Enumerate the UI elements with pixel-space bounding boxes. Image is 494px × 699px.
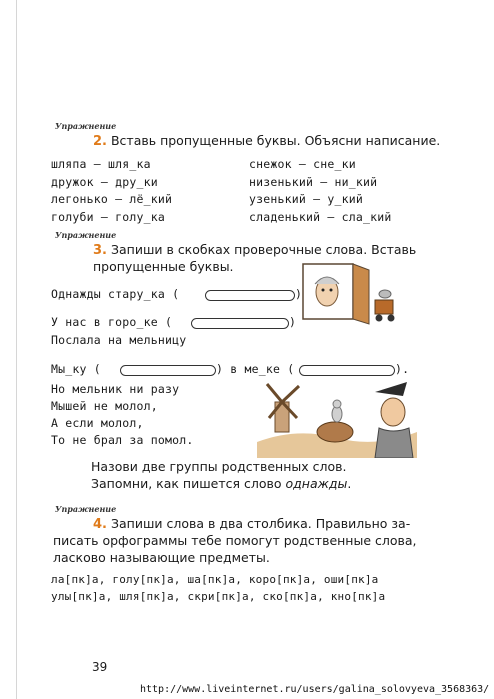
old-woman-window-illustration <box>301 262 401 350</box>
exercise-4-task <box>93 516 410 532</box>
poem-line: А если молол, <box>51 416 144 430</box>
line-melnitsu: Послала на мельницу <box>51 333 187 347</box>
exercise-4-text-3: ласково называющие предметы. <box>53 550 270 565</box>
exercise-3-number: 3. <box>93 243 107 258</box>
exercise-4-number: 4. <box>93 517 107 532</box>
exercise-4-text-2: писать орфограммы тебе помогут родственные слова, <box>53 533 417 548</box>
poem-line: Мышей не молол, <box>51 399 158 413</box>
close-paren: ) <box>295 287 303 301</box>
note-end: . <box>347 476 352 491</box>
line-gorodok: У нас в горо_ке ( <box>51 315 173 329</box>
poem-line: Но мельник ни разу <box>51 382 180 396</box>
page-number: 39 <box>92 660 108 674</box>
exercise-2-right-column <box>249 156 391 226</box>
word-pair: снежок — сне_ки <box>249 157 356 171</box>
poem-line: То не брал за помол. <box>51 433 194 447</box>
exercise-3-text-1: Запиши в скобках проверочные слова. Вставь <box>110 242 417 257</box>
exercise-3-label: Упражнение <box>55 230 117 240</box>
exercise-3-text-2: пропущенные буквы. <box>93 259 234 274</box>
word-pair: сладенький — сла_кий <box>249 209 392 224</box>
word-pair: низенький — ни_кий <box>249 174 378 189</box>
line-starushka: Однажды стару_ка ( <box>51 287 180 301</box>
footer-url: http://www.liveinternet.ru/users/galina_solovyeva_3568363/ <box>140 684 490 695</box>
exercise-3-task <box>93 242 416 258</box>
textbook-page <box>16 0 494 699</box>
exercise-2-left-column <box>51 156 172 226</box>
answer-box <box>191 318 289 329</box>
exercise-4-row-1: ла[пк]а, голу[пк]а, ша[пк]а, коро[пк]а, оши[пк]а <box>51 573 379 586</box>
note-remember <box>91 476 351 491</box>
exercise-2-label: Упражнение <box>55 121 117 131</box>
note-word: однажды <box>285 476 348 491</box>
answer-box <box>120 365 216 376</box>
line-myshku: Мы_ку ( <box>51 362 101 376</box>
exercise-2-text: Вставь пропущенные буквы. Объясни написание. <box>110 133 441 148</box>
exercise-2-task <box>93 133 440 149</box>
exercise-2-number: 2. <box>93 134 107 149</box>
word-pair: дружок — дру_ки <box>51 174 158 189</box>
word-pair: легонько — лё_кий <box>51 192 173 206</box>
exercise-4-text-1: Запиши слова в два столбика. Правильно за- <box>110 516 411 531</box>
line-meshke: ) в ме_ке ( <box>216 362 295 376</box>
exercise-4-label: Упражнение <box>55 504 117 514</box>
exercise-4-row-2: улы[пк]а, шля[пк]а, скри[пк]а, ско[пк]а, кно[пк]а <box>51 590 386 603</box>
poem <box>51 381 193 449</box>
answer-box <box>205 290 295 301</box>
word-pair: голуби — голу_ка <box>51 209 165 224</box>
close-paren: ) <box>289 315 297 329</box>
note-text: Запомни, как пишется слово <box>91 476 286 491</box>
word-pair: узенький — у_кий <box>249 192 363 206</box>
word-pair: шляпа — шля_ка <box>51 157 151 171</box>
miller-mill-illustration <box>257 372 417 458</box>
note-groups: Назови две группы родственных слов. <box>91 459 347 474</box>
close-paren-dot: ). <box>395 362 410 376</box>
